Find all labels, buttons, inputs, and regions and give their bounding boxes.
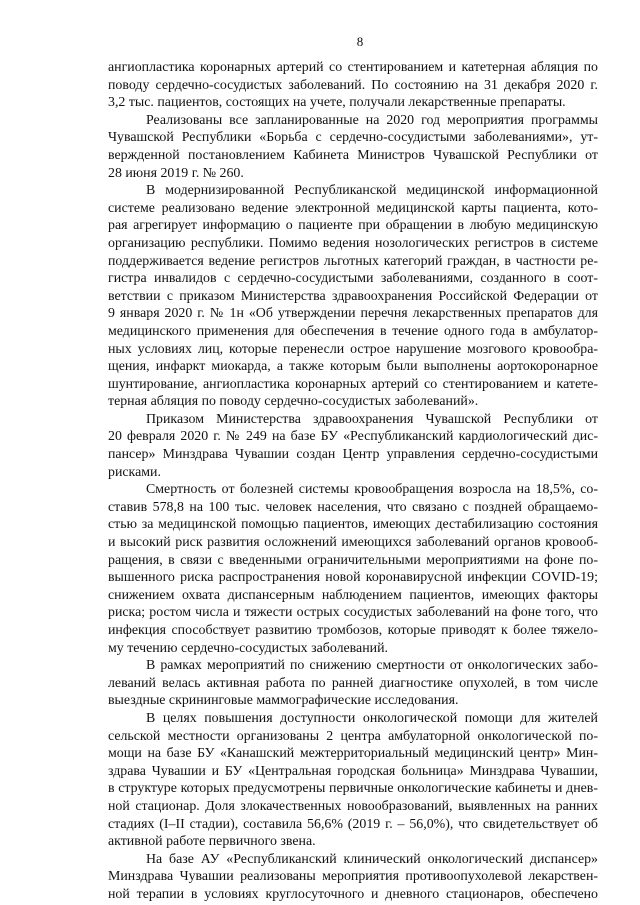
text-line: в структуре которых предусмотрены первичные онкологические кабинеты и днев-: [108, 781, 598, 797]
paragraph: [108, 411, 598, 481]
text-line: леваний велась активная работа по ранней диагностике опухолей, в том числе: [108, 675, 598, 691]
text-line: организацию республики. Помимо ведения нозологических регистров в системе: [108, 235, 598, 251]
text-line: стадиях (I–II стадии), составила 56,6% (2019 г. – 56,0%), что свидетельствует об: [108, 816, 598, 832]
text-line: рисками.: [108, 464, 161, 480]
text-line: В целях повышения доступности онкологической помощи для жителей: [146, 710, 598, 726]
text-line: риска; ростом числа и тяжести острых сосудистых заболеваний на фоне того, что: [108, 605, 598, 621]
text-line: здрава Чувашии и БУ «Центральная городская больница» Минздрава Чувашии,: [108, 763, 598, 779]
text-line: выездные скрининговые маммографические исследования.: [108, 693, 459, 709]
text-line: шунтирование, ангиопластика коронарных артерий со стентированием и катете-: [108, 376, 598, 392]
text-line: На базе АУ «Республиканский клинический онкологический диспансер»: [146, 851, 598, 867]
text-line: 3,2 тыс. пациентов, состоящих на учете, получали лекарственные препараты.: [108, 95, 566, 111]
text-line: ветствии с приказом Министерства здравоохранения Российской Федерации от: [108, 288, 598, 304]
text-line: 28 июня 2019 г. № 260.: [108, 165, 244, 181]
text-line: му течению сердечно-сосудистых заболеваний.: [108, 640, 388, 656]
paragraph: [108, 59, 598, 112]
paragraph: [108, 657, 598, 710]
text-line: В модернизированной Республиканской медицинской информационной: [146, 183, 598, 199]
text-line: ной терапии в условиях круглосуточного и дневного стационаров, обеспечено: [108, 886, 598, 902]
text-line: терная абляция по поводу сердечно-сосудистых заболеваний».: [108, 394, 479, 410]
text-line: поддерживается ведение регистров льготных категорий граждан, в частности ре-: [108, 253, 598, 269]
text-line: 9 января 2020 г. № 1н «Об утверждении перечня лекарственных препаратов для: [108, 306, 598, 322]
paragraph: [108, 182, 598, 411]
text-line: ных условиях лиц, которые перенесли острое нарушение мозгового кровообра-: [108, 341, 598, 357]
text-line: системе реализовано ведение электронной медицинской карты пациента, кото-: [108, 200, 598, 216]
text-line: мощи на базе БУ «Канашский межтерриториальный медицинский центр» Мин-: [108, 746, 598, 762]
text-line: медицинского применения для обеспечения в течение одного года в амбулатор-: [108, 323, 598, 339]
text-line: сельской местности организованы 2 центра амбулаторной онкологической по-: [108, 728, 598, 744]
text-line: стью за медицинской помощью пациентов, имеющих дестабилизацию состояния: [108, 517, 598, 533]
text-line: и высокий риск развития осложнений имеющихся заболеваний органов кровооб-: [108, 535, 598, 551]
text-line: активной работе первичного звена.: [108, 834, 316, 850]
text-line: снижением охвата диспансерным наблюдением пациентов, имеющих факторы: [108, 587, 598, 603]
document-body: [108, 59, 598, 904]
text-line: ангиопластика коронарных артерий со стентированием и катетерная абляция по: [108, 60, 598, 75]
text-line: вышенного риска распространения новой коронавирусной инфекции COVID-19;: [108, 570, 598, 586]
text-line: Смертность от болезней системы кровообращения возросла на 18,5%, со-: [146, 482, 598, 498]
text-line: Минздрава Чувашии реализованы мероприятия противоопухолевой лекарствен-: [108, 869, 598, 885]
text-line: ставив 578,8 на 100 тыс. человек населения, что связано с поздней обращаемо-: [108, 499, 598, 515]
text-line: щения, инфаркт миокарда, а также которым были выполнены аортокоронарное: [108, 359, 598, 375]
text-line: Приказом Министерства здравоохранения Чувашской Республики от: [146, 411, 598, 427]
paragraph: [108, 710, 598, 851]
text-line: 20 февраля 2020 г. № 249 на базе БУ «Республиканский кардиологический дис-: [108, 429, 598, 445]
text-line: ной стационар. Доля злокачественных новообразований, выявленных на ранних: [108, 798, 598, 814]
text-line: гистра инвалидов с сердечно-сосудистыми заболеваниями, созданного в соот-: [108, 271, 598, 287]
paragraph: [108, 851, 598, 904]
text-line: Реализованы все запланированные на 2020 год мероприятия программы: [146, 112, 598, 128]
text-line: рая агрегирует информацию о пациенте при обращении в любую медицинскую: [108, 218, 598, 234]
text-line: Чувашской Республики «Борьба с сердечно-сосудистыми заболеваниями», ут-: [108, 130, 598, 146]
text-line: пансер» Минздрава Чувашии создан Центр управления сердечно-сосудистыми: [108, 447, 598, 463]
text-line: инфекция способствует развитию тромбозов, которые приводят к более тяжело-: [108, 623, 598, 638]
text-line: вержденной постановлением Кабинета Министров Чувашской Республики от: [108, 147, 598, 163]
paragraph: [108, 481, 598, 657]
paragraph: [108, 112, 598, 182]
page-number: 8: [356, 34, 364, 49]
text-line: поводу сердечно-сосудистых заболеваний. По состоянию на 31 декабря 2020 г.: [108, 77, 598, 93]
text-line: В рамках мероприятий по снижению смертности от онкологических забо-: [146, 658, 598, 674]
text-line: ращения, в связи с введенными ограничительными мероприятиями на фоне по-: [108, 552, 598, 568]
